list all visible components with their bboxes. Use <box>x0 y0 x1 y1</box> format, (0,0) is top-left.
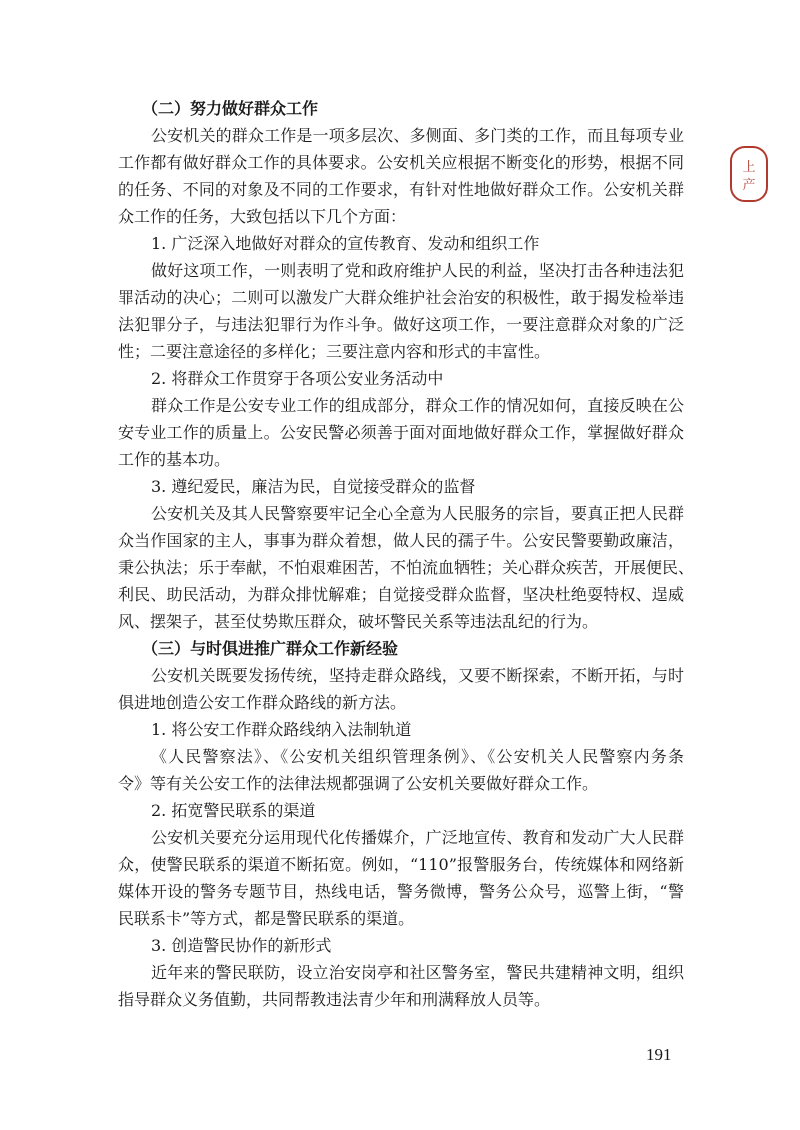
paragraph-line: 利民、助民活动，为群众排忧解难；自觉接受群众监督，坚决杜绝耍特权、逞威 <box>118 585 684 604</box>
section-2-title: （二）努力做好群众工作 <box>142 99 319 118</box>
paragraph-line: 公安机关要充分运用现代化传播媒介，广泛地宣传、教育和发动广大人民群 <box>151 828 684 847</box>
paragraph-line: 秉公执法；乐于奉献，不怕艰难困苦，不怕流血牺牲；关心群众疾苦，开展便民、 <box>118 558 695 577</box>
s3-item-1-title: 1. 将公安工作群众路线纳入法制轨道 <box>151 720 412 739</box>
paragraph-line: 公安机关的群众工作是一项多层次、多侧面、多门类的工作，而且每项专业 <box>151 126 684 145</box>
paragraph-line: 安专业工作的质量上。公安民警必须善于面对面地做好群众工作，掌握做好群众 <box>118 423 684 442</box>
paragraph-line: 《人民警察法》、《公安机关组织管理条例》、《公安机关人民警察内务条 <box>151 747 684 766</box>
paragraph-line: 罪活动的决心；二则可以激发广大群众维护社会治安的积极性，敢于揭发检举违 <box>118 288 684 307</box>
s3-item-3-title: 3. 创造警民协作的新形式 <box>151 936 332 955</box>
paragraph-line: 指导群众义务值勤，共同帮教违法青少年和刑满释放人员等。 <box>118 990 551 1009</box>
paragraph-line: 俱进地创造公安工作群众路线的新方法。 <box>118 693 407 712</box>
item-3-title: 3. 遵纪爱民，廉洁为民，自觉接受群众的监督 <box>151 477 476 496</box>
page-number: 191 <box>646 1045 672 1064</box>
paragraph-line: 的任务、不同的对象及不同的工作要求，有针对性地做好群众工作。公安机关群 <box>118 180 684 199</box>
paragraph-line: 众当作国家的主人，事事为群众着想，做人民的孺子牛。公安民警要勤政廉洁， <box>118 531 684 550</box>
item-2-title: 2. 将群众工作贯穿于各项公安业务活动中 <box>151 369 444 388</box>
paragraph-line: 性；二要注意途径的多样化；三要注意内容和形式的丰富性。 <box>118 342 551 361</box>
paragraph-line: 工作的基本功。 <box>118 450 231 469</box>
paragraph-line: 法犯罪分子，与违法犯罪行为作斗争。做好这项工作，一要注意群众对象的广泛 <box>118 315 684 334</box>
s3-item-2-title: 2. 拓宽警民联系的渠道 <box>151 801 316 820</box>
paragraph-line: 近年来的警民联防，设立治安岗亭和社区警务室，警民共建精神文明，组织 <box>151 963 684 982</box>
paragraph-line: 风、摆架子，甚至仗势欺压群众，破坏警民关系等违法乱纪的行为。 <box>118 612 599 631</box>
section-3-title: （三）与时俱进推广群众工作新经验 <box>142 639 399 658</box>
paragraph-line: 媒体开设的警务专题节目，热线电话，警务微博，警务公众号，巡警上街，“警 <box>118 882 684 901</box>
paragraph-line: 众工作的任务，大致包括以下几个方面： <box>118 207 407 226</box>
paragraph-line: 令》等有关公安工作的法律法规都强调了公安机关要做好群众工作。 <box>118 774 599 793</box>
paragraph-line: 民联系卡”等方式，都是警民联系的渠道。 <box>118 909 415 928</box>
paragraph-line: 公安机关及其人民警察要牢记全心全意为人民服务的宗旨，要真正把人民群 <box>151 504 684 523</box>
document-body <box>118 95 695 1013</box>
paragraph-line: 工作都有做好群众工作的具体要求。公安机关应根据不断变化的形势，根据不同 <box>118 153 684 172</box>
seal-stamp-icon <box>729 145 769 203</box>
paragraph-line: 做好这项工作，一则表明了党和政府维护人民的利益，坚决打击各种违法犯 <box>151 261 684 280</box>
item-1-title: 1. 广泛深入地做好对群众的宣传教育、发动和组织工作 <box>151 234 540 253</box>
svg-text:上: 上 <box>742 160 756 175</box>
svg-text:产: 产 <box>742 178 756 193</box>
paragraph-line: 众，使警民联系的渠道不断拓宽。例如，“110”报警服务台，传统媒体和网络新 <box>118 855 684 874</box>
paragraph-line: 公安机关既要发扬传统，坚持走群众路线，又要不断探索，不断开拓，与时 <box>151 666 684 685</box>
paragraph-line: 群众工作是公安专业工作的组成部分，群众工作的情况如何，直接反映在公 <box>151 396 684 415</box>
